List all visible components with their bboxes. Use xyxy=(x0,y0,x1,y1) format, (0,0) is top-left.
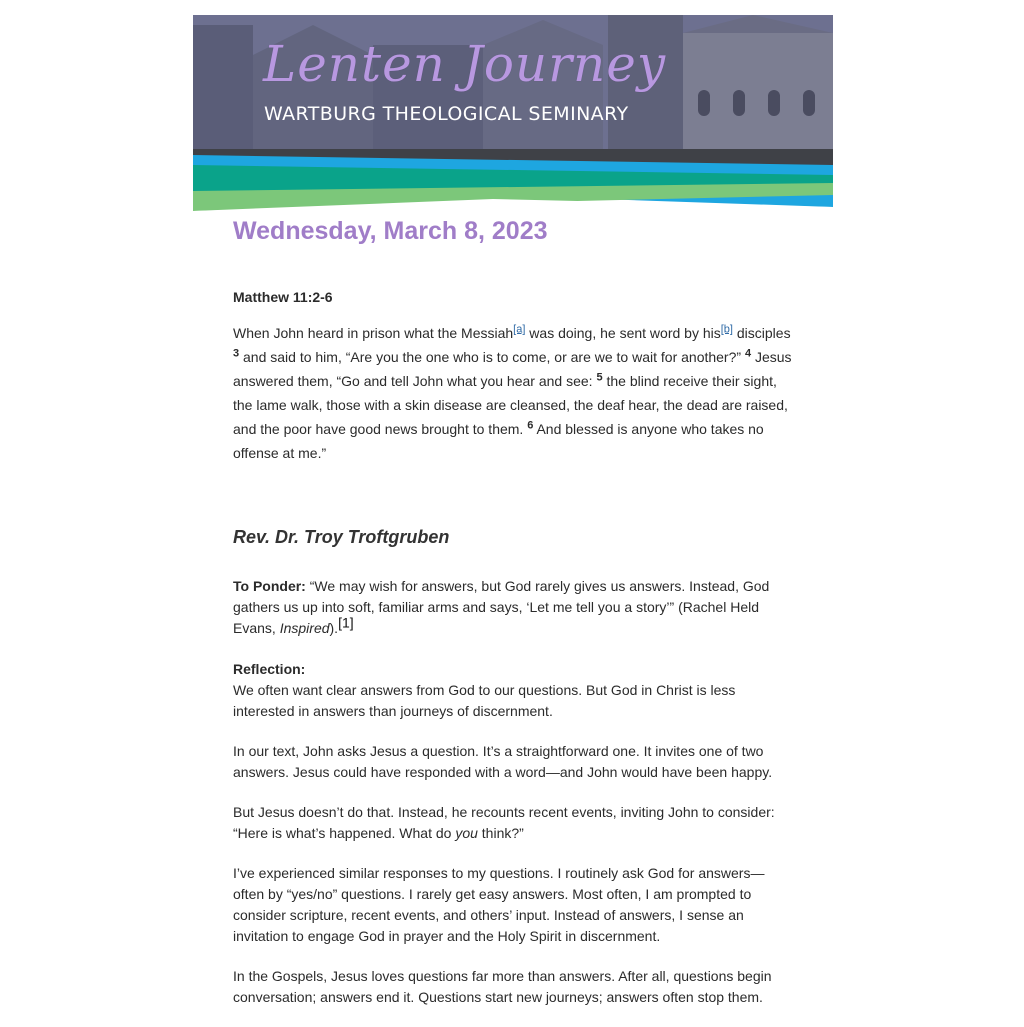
article-body xyxy=(233,216,793,1027)
header-banner xyxy=(193,15,833,211)
window xyxy=(803,90,815,116)
ponder-text: “We may wish for answers, but God rarely gives us answers. Instead, God gathers us up into soft, familiar arms and says, ‘Let me tell you a story’” (Rachel Held Evans, xyxy=(233,578,770,636)
scripture-segment: disciples xyxy=(732,325,791,341)
reflection-paragraph: In our text, John asks Jesus a question. It’s a straightforward one. It invites one of two answers. Jesus could have responded with a word—and John would have been happy. xyxy=(233,743,773,780)
reflection-segment: But Jesus doesn’t do that. Instead, he recounts recent events, inviting John to consider: “Here is what’s happened. What do xyxy=(233,804,775,841)
footnote-link-1[interactable]: [1] xyxy=(338,614,354,631)
verse-number: 6 xyxy=(527,419,534,432)
reflection-paragraph: In the Gospels, Jesus loves questions far more than answers. After all, questions begin conversation; answers end it. Questions start new journeys; answers often stop them. xyxy=(233,968,772,1005)
verse-number: 3 xyxy=(233,347,240,360)
scripture-segment: was doing, he sent word by his xyxy=(525,325,721,341)
reflection-paragraph: We often want clear answers from God to our questions. But God in Christ is less interested in answers than journeys of discernment. xyxy=(233,682,736,719)
footnote-link-a[interactable]: [a] xyxy=(513,323,526,336)
scripture-segment: and said to him, “Are you the one who is to come, or are we to wait for another?” xyxy=(239,349,745,365)
window xyxy=(768,90,780,116)
reflection-emphasis: you xyxy=(455,825,478,841)
reflection-segment: think?” xyxy=(477,825,524,841)
window xyxy=(733,90,745,116)
verse-number: 5 xyxy=(596,371,603,384)
banner-title: Lenten Journey xyxy=(263,35,667,93)
reflection-paragraph xyxy=(233,802,793,844)
reflection-label: Reflection: xyxy=(233,661,306,677)
ponder-book-title: Inspired xyxy=(279,620,330,636)
verse-number: 4 xyxy=(744,347,752,360)
page-title: Wednesday, March 8, 2023 xyxy=(233,217,548,245)
building-left xyxy=(193,25,253,155)
banner-subtitle: WARTBURG THEOLOGICAL SEMINARY xyxy=(264,103,629,125)
email-container xyxy=(193,15,833,211)
footnote-link-b[interactable]: [b] xyxy=(720,323,733,336)
scripture-segment: Jesus answered them, “Go and tell John what you hear and see: xyxy=(233,349,792,389)
scripture-segment: And blessed is anyone who takes no offense at me.” xyxy=(233,421,764,461)
reflection-paragraph: I’ve experienced similar responses to my questions. I routinely ask God for answers—often by “yes/no” questions. I rarely get easy answers. Most often, I am prompted to consider scripture, recent events, and others’ input. Instead of answers, I sense an invitation to engage God in prayer and the Holy Spirit in discernment. xyxy=(233,865,765,944)
window xyxy=(698,90,710,116)
scripture-reference: Matthew 11:2-6 xyxy=(233,289,333,305)
scripture-segment: the blind receive their sight, the lame walk, those with a skin disease are cleansed, the deaf hear, the dead are raised, and the poor have good news brought to them. xyxy=(233,373,788,437)
scripture-text xyxy=(233,321,793,465)
ponder-paragraph xyxy=(233,576,793,639)
ponder-label: To Ponder: xyxy=(233,578,306,594)
scripture-segment: When John heard in prison what the Messiah xyxy=(233,325,514,341)
ponder-end: ). xyxy=(329,620,339,636)
author-name: Rev. Dr. Troy Troftgruben xyxy=(233,527,450,547)
reflection-section xyxy=(233,659,793,1008)
